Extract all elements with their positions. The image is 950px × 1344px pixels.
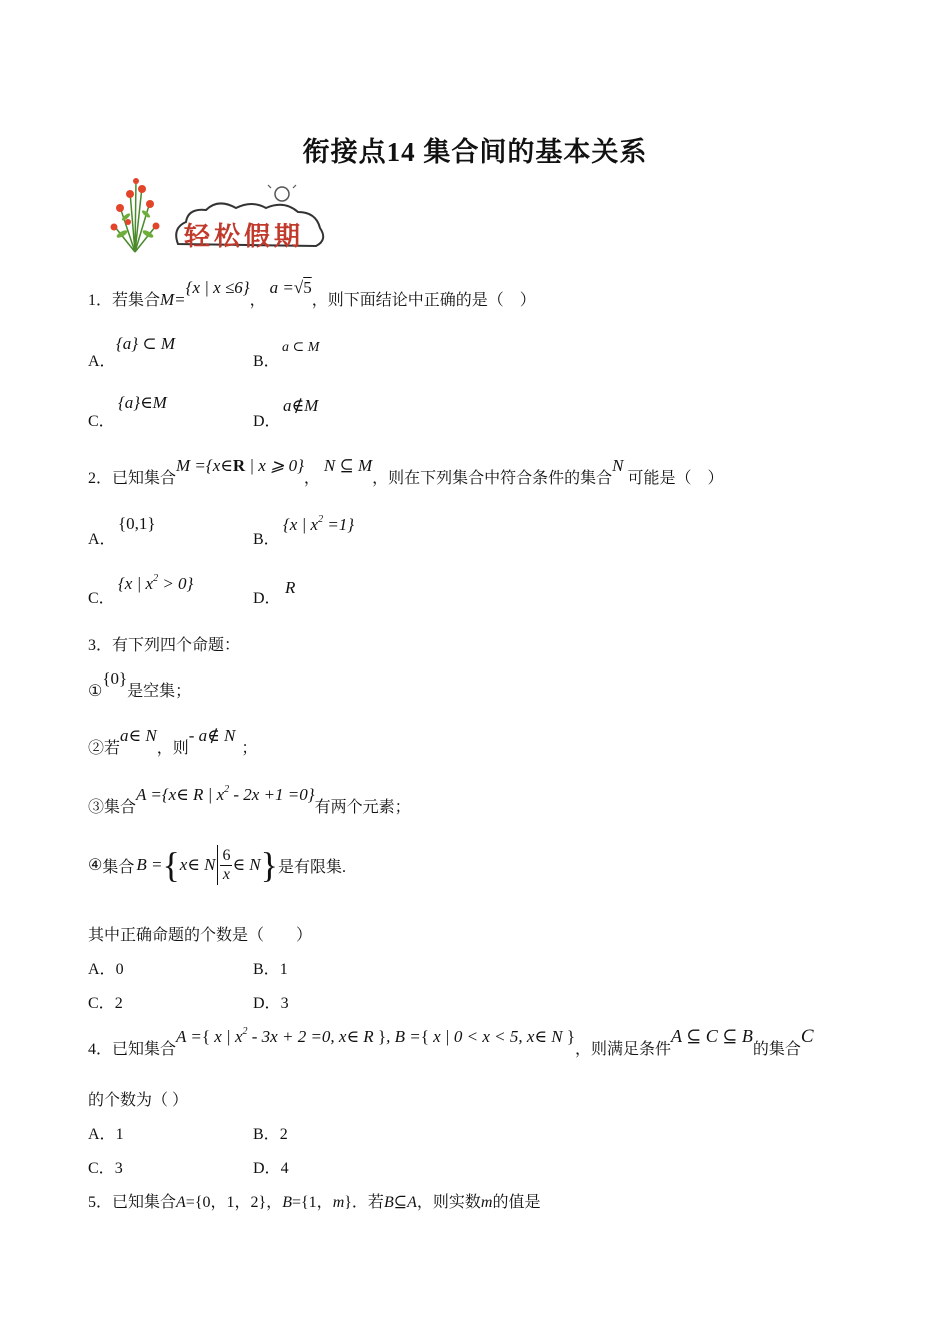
- q4-option-c: C．3: [88, 1160, 123, 1177]
- q4-option-d: D．4: [253, 1160, 289, 1177]
- q1-option-c-expr: {a}∈M: [118, 393, 167, 412]
- page-title: 衔接点14 集合间的基本关系: [302, 137, 648, 167]
- question-4: 4．已知集合A ={ x | $x^2 - 3x + 2 =0$, x∈ R }, B ={ x | 0 < x < 5, x∈ N }，则满足条件A ⊆ C ⊆ B的集合C: [88, 1026, 814, 1058]
- q2-option-b-expr: {x | $x^2 =1$}: [283, 514, 355, 534]
- q4-option-a: A．1: [88, 1126, 124, 1143]
- question-5: 5．已知集合A={0，1，2}，B={1，m}．若B⊆A，则实数m的值是: [88, 1194, 541, 1211]
- q2-option-a: A．: [88, 531, 116, 548]
- q3-question: 其中正确命题的个数是（ ）: [88, 927, 313, 944]
- q3-option-b: B．1: [253, 961, 288, 978]
- q4-option-b: B．2: [253, 1126, 288, 1143]
- q1-set-M: {x | x ≤6}: [185, 278, 250, 297]
- q1-option-a: A．: [88, 353, 116, 370]
- q3-statement-3: ③集合A ={x∈ R | $x^2 - 2x +1 =0$}有两个元素；: [88, 784, 411, 816]
- q3-option-d: D．3: [253, 995, 289, 1012]
- question-3-intro: 3．有下列四个命题：: [88, 637, 241, 654]
- q1-option-c: C．: [88, 413, 115, 430]
- question-1: 1．若集合M={x | x ≤6}， a =√5，则下面结论中正确的是（ ）: [88, 278, 536, 309]
- holiday-banner: [100, 172, 330, 254]
- q3-statement-1: ①{0}是空集；: [88, 669, 192, 700]
- q3-statement-2: ②若a∈ N，则- a∉ N；: [88, 726, 258, 757]
- q1-a-expr: a =√5: [269, 278, 312, 297]
- q2-option-d-expr: R: [285, 578, 296, 597]
- q1-option-d: D．: [253, 413, 281, 430]
- q1-option-d-expr: a∉M: [283, 396, 319, 415]
- flower-icon: [100, 172, 170, 254]
- q1-option-b: B．: [253, 353, 280, 370]
- q3-option-a: A．0: [88, 961, 124, 978]
- question-2: 2．已知集合M ={x∈R | x ⩾ 0}， N ⊆ M，则在下列集合中符合条件的集合N 可能是（ ）: [88, 456, 724, 487]
- q2-option-b: B．: [253, 531, 280, 548]
- banner-text: 轻松假期: [184, 222, 305, 252]
- q3-statement-4: ④ 集合 B = { x∈ N $\frac{6}{x}$ ∈ N } 是有限集.: [88, 845, 346, 885]
- q3-option-c: C．2: [88, 995, 123, 1012]
- q1-option-b-expr: a ⊂ M: [282, 340, 320, 355]
- q2-option-d: D．: [253, 590, 281, 607]
- q1-option-a-expr: {a} ⊂ M: [116, 334, 176, 353]
- q4-line-2: 的个数为（ ）: [88, 1092, 189, 1109]
- q3-set-divider: [217, 845, 218, 885]
- q3-fraction: $\frac{6}{x}$: [222, 846, 231, 883]
- q2-option-c: C．: [88, 590, 115, 607]
- q2-option-c-expr: {x | $x^2 > 0$}: [118, 573, 194, 593]
- q2-option-a-expr: {0,1}: [118, 514, 156, 533]
